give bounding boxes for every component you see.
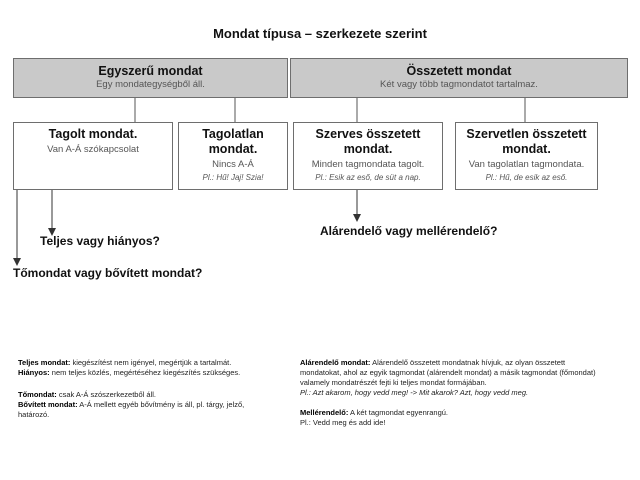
szerves-osszetett-sub: Minden tagmondata tagolt.: [311, 159, 425, 170]
tagolt-mondat-box: [13, 122, 173, 190]
note-mellerendelo-example: Pl.: Vedd meg és add ide!: [300, 418, 386, 427]
szervetlen-osszetett-box: [455, 122, 598, 190]
note-alarendelo-example: Pl.: Azt akarom, hogy vedd meg! -> Mit akarok? Azt, hogy vedd meg.: [300, 388, 529, 397]
tagolatlan-mondat-sub: Nincs A-Á: [212, 159, 254, 170]
diagram-title: Mondat típusa – szerkezete szerint: [213, 26, 427, 41]
szervetlen-osszetett-title: Szervetlen összetett mondat.: [466, 127, 587, 156]
szerves-osszetett-example: Pl.: Esik az eső, de süt a nap.: [315, 173, 421, 182]
egyszeru-mondat-sub: Egy mondategységből áll.: [96, 79, 205, 90]
note-bovitett: Bővített mondat: A-Á mellett egyéb bővítmény is áll, pl. tárgy, jelző, határozó.: [18, 400, 245, 419]
tagolatlan-mondat-example: Pl.: Hű! Jaj! Szia!: [202, 173, 264, 182]
tagolatlan-mondat-box: [178, 122, 288, 190]
question-teljes: Teljes vagy hiányos?: [40, 234, 160, 248]
szervetlen-osszetett-sub: Van tagolatlan tagmondata.: [468, 159, 585, 170]
note-hianyos: Hiányos: nem teljes közlés, megértéséhez kiegészítés szükséges.: [18, 368, 241, 377]
osszetett-mondat-box: [290, 58, 628, 98]
notes-right: [300, 358, 600, 428]
szerves-osszetett-title: Szerves összetett mondat.: [315, 127, 421, 156]
tagolatlan-mondat-title: Tagolatlan mondat.: [202, 127, 264, 156]
osszetett-mondat-sub: Két vagy több tagmondatot tartalmaz.: [380, 79, 538, 90]
osszetett-mondat-title: Összetett mondat: [406, 64, 512, 78]
egyszeru-mondat-box: [13, 58, 288, 98]
question-tomondat: Tőmondat vagy bővített mondat?: [13, 266, 203, 280]
note-mellerendelo: Mellérendelő: A két tagmondat egyenrangú.: [300, 408, 449, 417]
szerves-osszetett-box: [293, 122, 443, 190]
question-alarendelo: Alárendelő vagy mellérendelő?: [320, 224, 498, 238]
note-teljes: Teljes mondat: kiegészítést nem igényel, megértjük a tartalmát.: [18, 358, 232, 367]
tagolt-mondat-title: Tagolt mondat.: [48, 127, 138, 141]
notes-left: [18, 358, 273, 420]
szervetlen-osszetett-example: Pl.: Hű, de esik az eső.: [485, 173, 568, 182]
egyszeru-mondat-title: Egyszerű mondat: [98, 64, 203, 78]
note-tomondat: Tőmondat: csak A-Á szószerkezetből áll.: [18, 390, 156, 399]
tagolt-mondat-sub: Van A-Á szókapcsolat: [47, 144, 139, 155]
note-alarendelo: Alárendelő mondat: Alárendelő összetett mondatnak hívjuk, az olyan összetett mondatokat, ahol az egyik tagmondat (alárendelt mondat) a másik tagmondat (főmondat) valamely mondatrészét fejti ki teljes mondat formájában.: [300, 358, 596, 387]
